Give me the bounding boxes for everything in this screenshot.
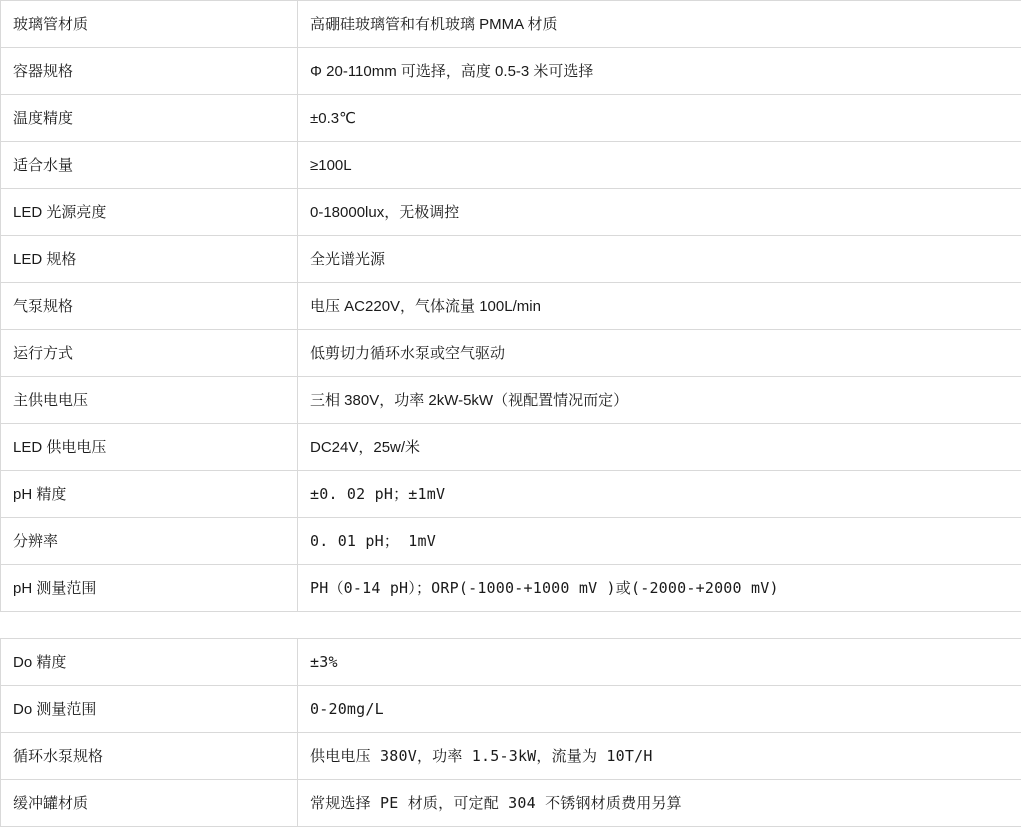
table-row [1, 518, 1021, 565]
row-value: ±3% [298, 639, 1021, 686]
table-row [1, 686, 1021, 733]
row-value: 三相 380V，功率 2kW-5kW（视配置情况而定） [298, 377, 1021, 424]
row-value: ±0.3℃ [298, 95, 1021, 142]
table-row [1, 1, 1021, 48]
row-label: LED 规格 [1, 236, 298, 283]
row-value: 常规选择 PE 材质，可定配 304 不锈钢材质费用另算 [298, 780, 1021, 827]
row-value: PH（0-14 pH）；ORP(-1000-+1000 mV )或(-2000-+2000 mV) [298, 565, 1021, 612]
row-label: 气泵规格 [1, 283, 298, 330]
row-value: 电压 AC220V，气体流量 100L/min [298, 283, 1021, 330]
table-row [1, 377, 1021, 424]
row-value: 高硼硅玻璃管和有机玻璃 PMMA 材质 [298, 1, 1021, 48]
row-label: 温度精度 [1, 95, 298, 142]
row-label: 缓冲罐材质 [1, 780, 298, 827]
table-row [1, 330, 1021, 377]
table-row [1, 236, 1021, 283]
row-value: 0-18000lux，无极调控 [298, 189, 1021, 236]
table-row [1, 424, 1021, 471]
row-label: pH 测量范围 [1, 565, 298, 612]
table-row [1, 283, 1021, 330]
table-row [1, 48, 1021, 95]
spec-table-secondary-body [1, 639, 1021, 827]
table-row [1, 142, 1021, 189]
table-row [1, 565, 1021, 612]
table-separator-gap [0, 612, 1019, 638]
row-value: 低剪切力循环水泵或空气驱动 [298, 330, 1021, 377]
row-label: 分辨率 [1, 518, 298, 565]
row-label: 主供电电压 [1, 377, 298, 424]
row-label: 循环水泵规格 [1, 733, 298, 780]
row-label: 适合水量 [1, 142, 298, 189]
table-row [1, 639, 1021, 686]
row-label: 容器规格 [1, 48, 298, 95]
table-row [1, 471, 1021, 518]
table-row [1, 780, 1021, 827]
row-value: 0-20mg/L [298, 686, 1021, 733]
row-label: Do 精度 [1, 639, 298, 686]
row-label: LED 光源亮度 [1, 189, 298, 236]
table-row [1, 95, 1021, 142]
row-value: 全光谱光源 [298, 236, 1021, 283]
row-value: ±0. 02 pH；±1mV [298, 471, 1021, 518]
row-label: pH 精度 [1, 471, 298, 518]
row-value: 供电电压 380V，功率 1.5-3kW，流量为 10T/H [298, 733, 1021, 780]
spec-table-primary-body [1, 1, 1021, 612]
table-row [1, 189, 1021, 236]
spec-table-secondary [0, 638, 1021, 827]
row-value: DC24V，25w/米 [298, 424, 1021, 471]
row-value: 0. 01 pH； 1mV [298, 518, 1021, 565]
row-value: ≥100L [298, 142, 1021, 189]
row-label: LED 供电电压 [1, 424, 298, 471]
table-row [1, 733, 1021, 780]
row-label: 玻璃管材质 [1, 1, 298, 48]
row-label: Do 测量范围 [1, 686, 298, 733]
row-label: 运行方式 [1, 330, 298, 377]
row-value: Φ 20-110mm 可选择，高度 0.5-3 米可选择 [298, 48, 1021, 95]
